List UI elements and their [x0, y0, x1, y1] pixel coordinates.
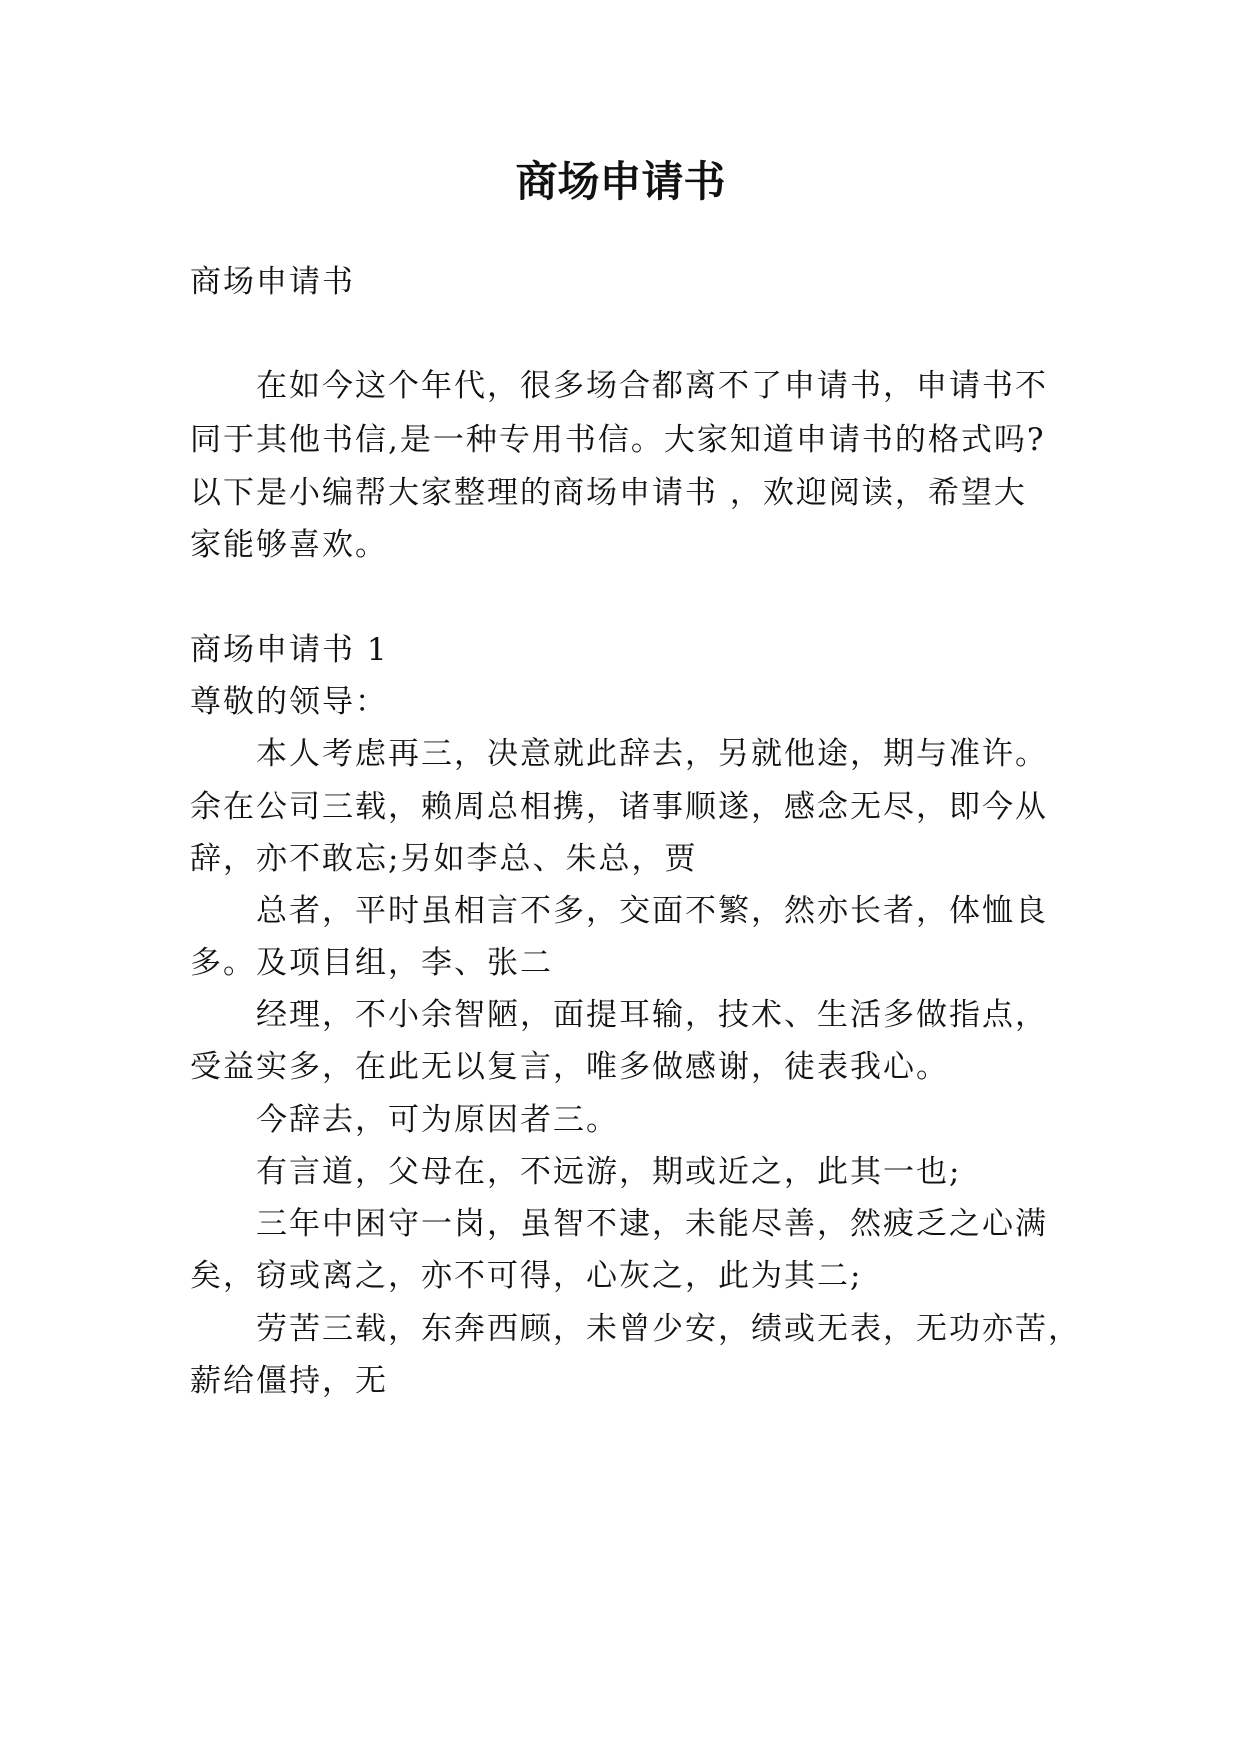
body-line: 受益实多，在此无以复言，唯多做感谢，徒表我心。: [190, 1049, 949, 1085]
body-line: 矣，窃或离之，亦不可得，心灰之，此为其二;: [190, 1258, 863, 1294]
intro-line: 家能够喜欢。: [190, 527, 388, 563]
document-subtitle: 商场申请书: [190, 264, 355, 300]
body-line: 本人考虑再三，决意就此辞去，另就他途，期与准许。: [256, 736, 1048, 772]
body-line: 三年中困守一岗，虽智不逮，未能尽善，然疲乏之心满: [256, 1206, 1048, 1242]
body-line: 经理，不小余智陋，面提耳输，技术、生活多做指点，: [256, 997, 1048, 1033]
document-title: 商场申请书: [515, 157, 726, 206]
body-line: 劳苦三载，东奔西顾，未曾少安，绩或无表，无功亦苦，: [256, 1311, 1081, 1347]
salutation: 尊敬的领导：: [190, 684, 388, 720]
body-line: 余在公司三载，赖周总相携，诸事顺遂，感念无尽，即今从: [190, 789, 1048, 825]
intro-line: 以下是小编帮大家整理的商场申请书 ，欢迎阅读，希望大: [190, 475, 1027, 511]
intro-line: 在如今这个年代，很多场合都离不了申请书，申请书不: [256, 368, 1048, 404]
intro-line: 同于其他书信,是一种专用书信。大家知道申请书的格式吗?: [190, 422, 1046, 458]
body-line: 辞，亦不敢忘;另如李总、朱总，贾: [190, 841, 698, 877]
body-line: 多。及项目组，李、张二: [190, 945, 553, 981]
body-line: 薪给僵持，无: [190, 1363, 388, 1399]
section-heading: 商场申请书 1: [190, 632, 389, 668]
body-line: 有言道，父母在，不远游，期或近之，此其一也;: [256, 1154, 962, 1190]
body-line: 今辞去，可为原因者三。: [256, 1102, 619, 1138]
body-line: 总者，平时虽相言不多，交面不繁，然亦长者，体恤良: [256, 893, 1048, 929]
